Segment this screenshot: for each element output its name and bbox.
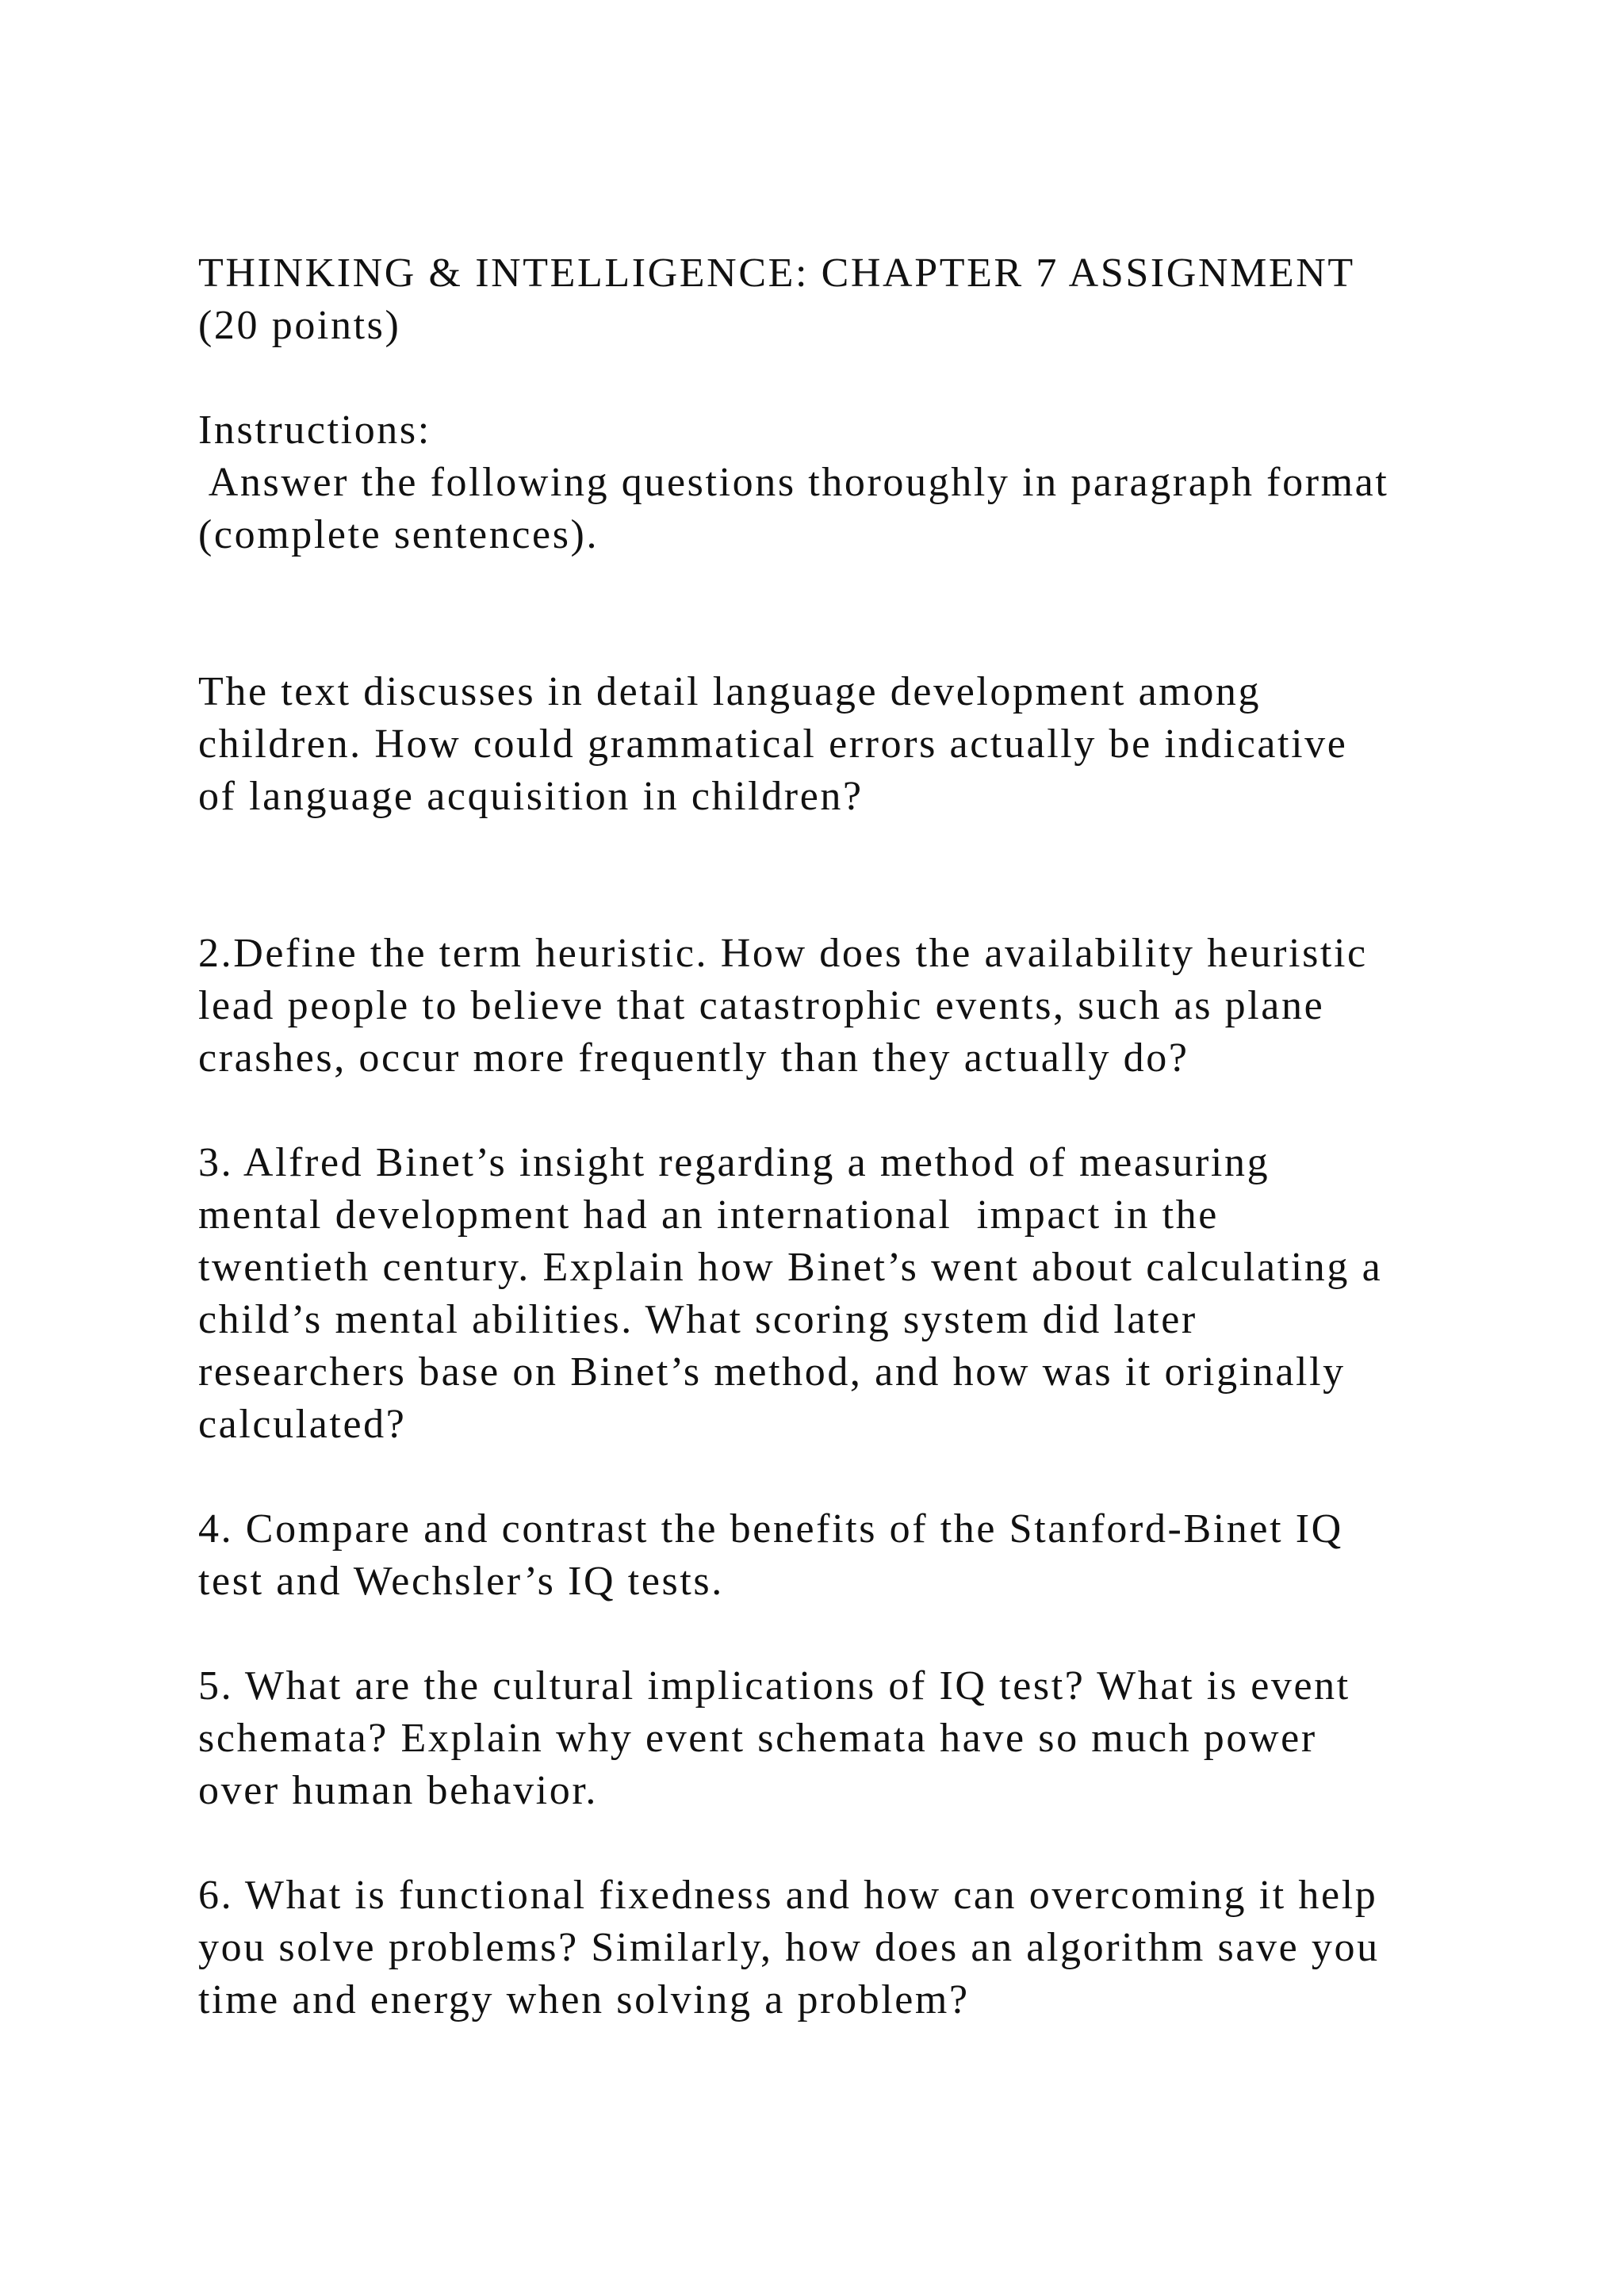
question-line: twentieth century. Explain how Binet’s went about calculating a bbox=[198, 1245, 1383, 1290]
question-line: 6. What is functional fixedness and how can overcoming it help bbox=[198, 1873, 1378, 1918]
instructions-label: Instructions: bbox=[198, 408, 431, 453]
question-3 bbox=[198, 1137, 1467, 1451]
question-line: 2.Define the term heuristic. How does the availability heuristic bbox=[198, 931, 1368, 976]
question-line: 3. Alfred Binet’s insight regarding a method of measuring bbox=[198, 1140, 1270, 1185]
question-line: calculated? bbox=[198, 1402, 407, 1447]
spacer bbox=[198, 352, 1467, 404]
question-5 bbox=[198, 1660, 1467, 1817]
spacer bbox=[198, 823, 1467, 928]
question-1 bbox=[198, 666, 1467, 823]
question-line: The text discusses in detail language development among bbox=[198, 669, 1262, 714]
spacer bbox=[198, 1085, 1467, 1137]
question-line: 4. Compare and contrast the benefits of the Stanford-Binet IQ bbox=[198, 1506, 1343, 1552]
question-6 bbox=[198, 1869, 1467, 2026]
question-line: child’s mental abilities. What scoring system did later bbox=[198, 1297, 1197, 1342]
question-line: test and Wechsler’s IQ tests. bbox=[198, 1559, 724, 1604]
spacer bbox=[198, 561, 1467, 666]
question-line: time and energy when solving a problem? bbox=[198, 1977, 970, 2022]
instructions-text: Answer the following questions thoroughly in paragraph format bbox=[198, 460, 1389, 505]
question-line: you solve problems? Similarly, how does an algorithm save you bbox=[198, 1925, 1380, 1970]
spacer bbox=[198, 1608, 1467, 1660]
question-line: lead people to believe that catastrophic events, such as plane bbox=[198, 983, 1325, 1028]
question-line: schemata? Explain why event schemata have so much power bbox=[198, 1716, 1317, 1761]
document-body bbox=[198, 247, 1467, 2026]
document-points: (20 points) bbox=[198, 303, 401, 348]
question-line: of language acquisition in children? bbox=[198, 774, 864, 819]
question-2 bbox=[198, 928, 1467, 1085]
question-4 bbox=[198, 1503, 1467, 1608]
spacer bbox=[198, 1817, 1467, 1869]
question-line: researchers base on Binet’s method, and how was it originally bbox=[198, 1349, 1346, 1395]
question-line: children. How could grammatical errors actually be indicative bbox=[198, 721, 1348, 767]
instructions-text: (complete sentences). bbox=[198, 512, 599, 557]
spacer bbox=[198, 1451, 1467, 1503]
question-line: over human behavior. bbox=[198, 1768, 598, 1813]
document-title: THINKING & INTELLIGENCE: CHAPTER 7 ASSIGNMENT bbox=[198, 251, 1355, 296]
question-line: 5. What are the cultural implications of IQ test? What is event bbox=[198, 1663, 1350, 1709]
question-line: mental development had an international impact in the bbox=[198, 1192, 1219, 1238]
question-line: crashes, occur more frequently than they actually do? bbox=[198, 1035, 1189, 1081]
